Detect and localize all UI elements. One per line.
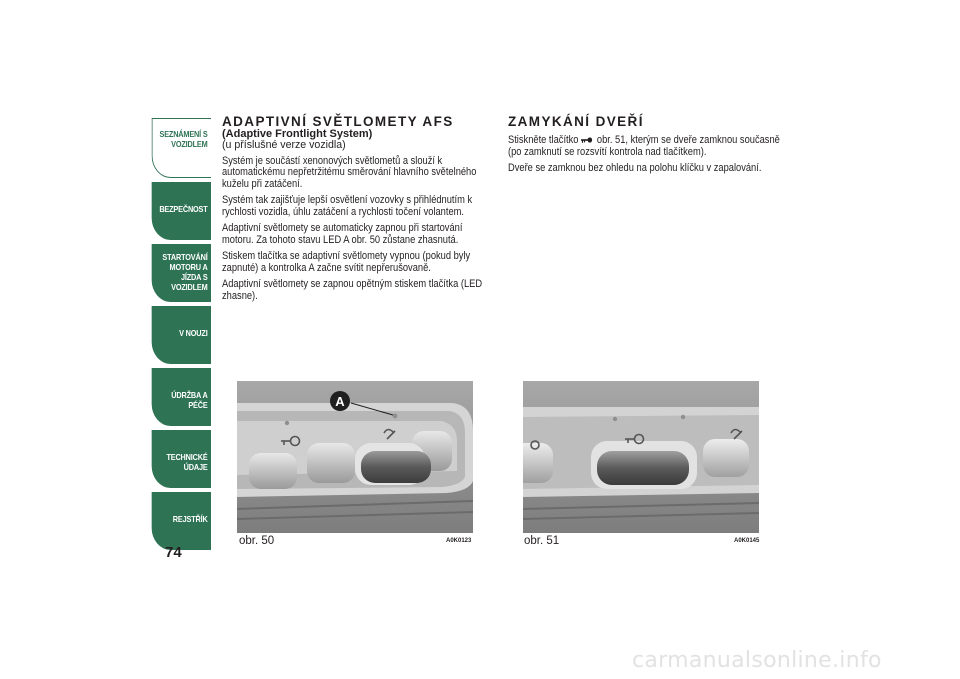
tab-udrzba-a-pece[interactable]: [152, 368, 211, 426]
tab-v-nouzi[interactable]: [152, 306, 211, 364]
figure-code: A0K0145: [734, 538, 760, 544]
paragraph: [222, 223, 498, 246]
section-heading: ZAMYKÁNÍ DVEŘÍ: [508, 114, 644, 129]
figure-caption: obr. 51: [524, 535, 560, 547]
tab-technicke-udaje[interactable]: [152, 430, 211, 488]
paragraph: [508, 163, 784, 175]
paragraph: [222, 195, 498, 218]
watermark: carmanualsonline.info: [632, 648, 882, 673]
tab-label: ÚDRŽBA A PÉČE: [171, 390, 208, 410]
paragraph-text: Stiskem tlačítka se adaptivní světlomety vypnou (pokud byly zapnuté) a kontrolka A začne svítit nepřerušovaně.: [222, 250, 471, 274]
tab-label: V NOUZI: [179, 328, 208, 338]
paragraph-text: Systém tak zajišťuje lepší osvětlení vozovky s přihlédnutím k rychlosti vozidla, úhlu zatáčení a rychlosti točení volantem.: [222, 194, 473, 218]
tab-label: BEZPEČNOST: [159, 204, 208, 214]
paragraph: [222, 279, 498, 302]
tab-label: SEZNÁMENÍ S VOZIDLEM: [159, 129, 208, 149]
section-afs: [222, 115, 498, 307]
paragraph-text: Stiskněte tlačítko: [508, 134, 579, 146]
key-lock-icon: [580, 136, 592, 144]
figure-caption: obr. 50: [239, 535, 275, 547]
tab-startovani[interactable]: [152, 244, 211, 302]
figure-door-lock-button: [523, 381, 759, 533]
paragraph-text: Adaptivní světlomety se automaticky zapnou při startování motoru. Za tohoto stavu LED A obr. 50 zůstane zhasnutá.: [222, 222, 463, 246]
version-note: (u příslušné verze vozidla): [222, 139, 346, 151]
section-heading: ADAPTIVNÍ SVĚTLOMETY AFS: [222, 114, 454, 129]
ceiling-console-illustration: [523, 381, 759, 533]
figure-afs-button: [237, 381, 473, 533]
tab-label: STARTOVÁNÍ MOTORU A JÍZDA S VOZIDLEM: [162, 252, 208, 292]
tab-label: REJSTŘÍK: [172, 514, 208, 524]
paragraph-text: Adaptivní světlomety se zapnou opětným stiskem tlačítka (LED zhasne).: [222, 278, 483, 302]
paragraph: [222, 251, 498, 274]
paragraph-text: obr. 51, kterým se dveře zamknou současně (po zamknutí se rozsvítí kontrola nad tlačítkem).: [508, 134, 780, 158]
paragraph-text: Dveře se zamknou bez ohledu na polohu klíčku v zapalování.: [508, 162, 762, 174]
paragraph: [222, 156, 498, 191]
tab-bezpecnost[interactable]: [152, 182, 211, 240]
paragraph-text: Systém je součástí xenonových světlometů a slouží k automatickému nepřetržitému směrování hlavního světelného kuželu při zatáčení.: [222, 154, 477, 190]
tab-label: TECHNICKÉ ÚDAJE: [166, 452, 208, 472]
section-subheading: (Adaptive Frontlight System): [222, 128, 373, 140]
tab-seznameni-s-vozidlem[interactable]: [152, 118, 211, 178]
paragraph: [508, 135, 784, 158]
figure-code: A0K0123: [446, 538, 472, 544]
chapter-tabs: [142, 118, 211, 554]
tab-rejstrik[interactable]: [152, 492, 211, 550]
ceiling-console-illustration: [237, 381, 473, 533]
callout-marker-label: A: [335, 394, 345, 409]
page-number: 74: [165, 544, 182, 561]
section-door-locking: [508, 115, 784, 180]
